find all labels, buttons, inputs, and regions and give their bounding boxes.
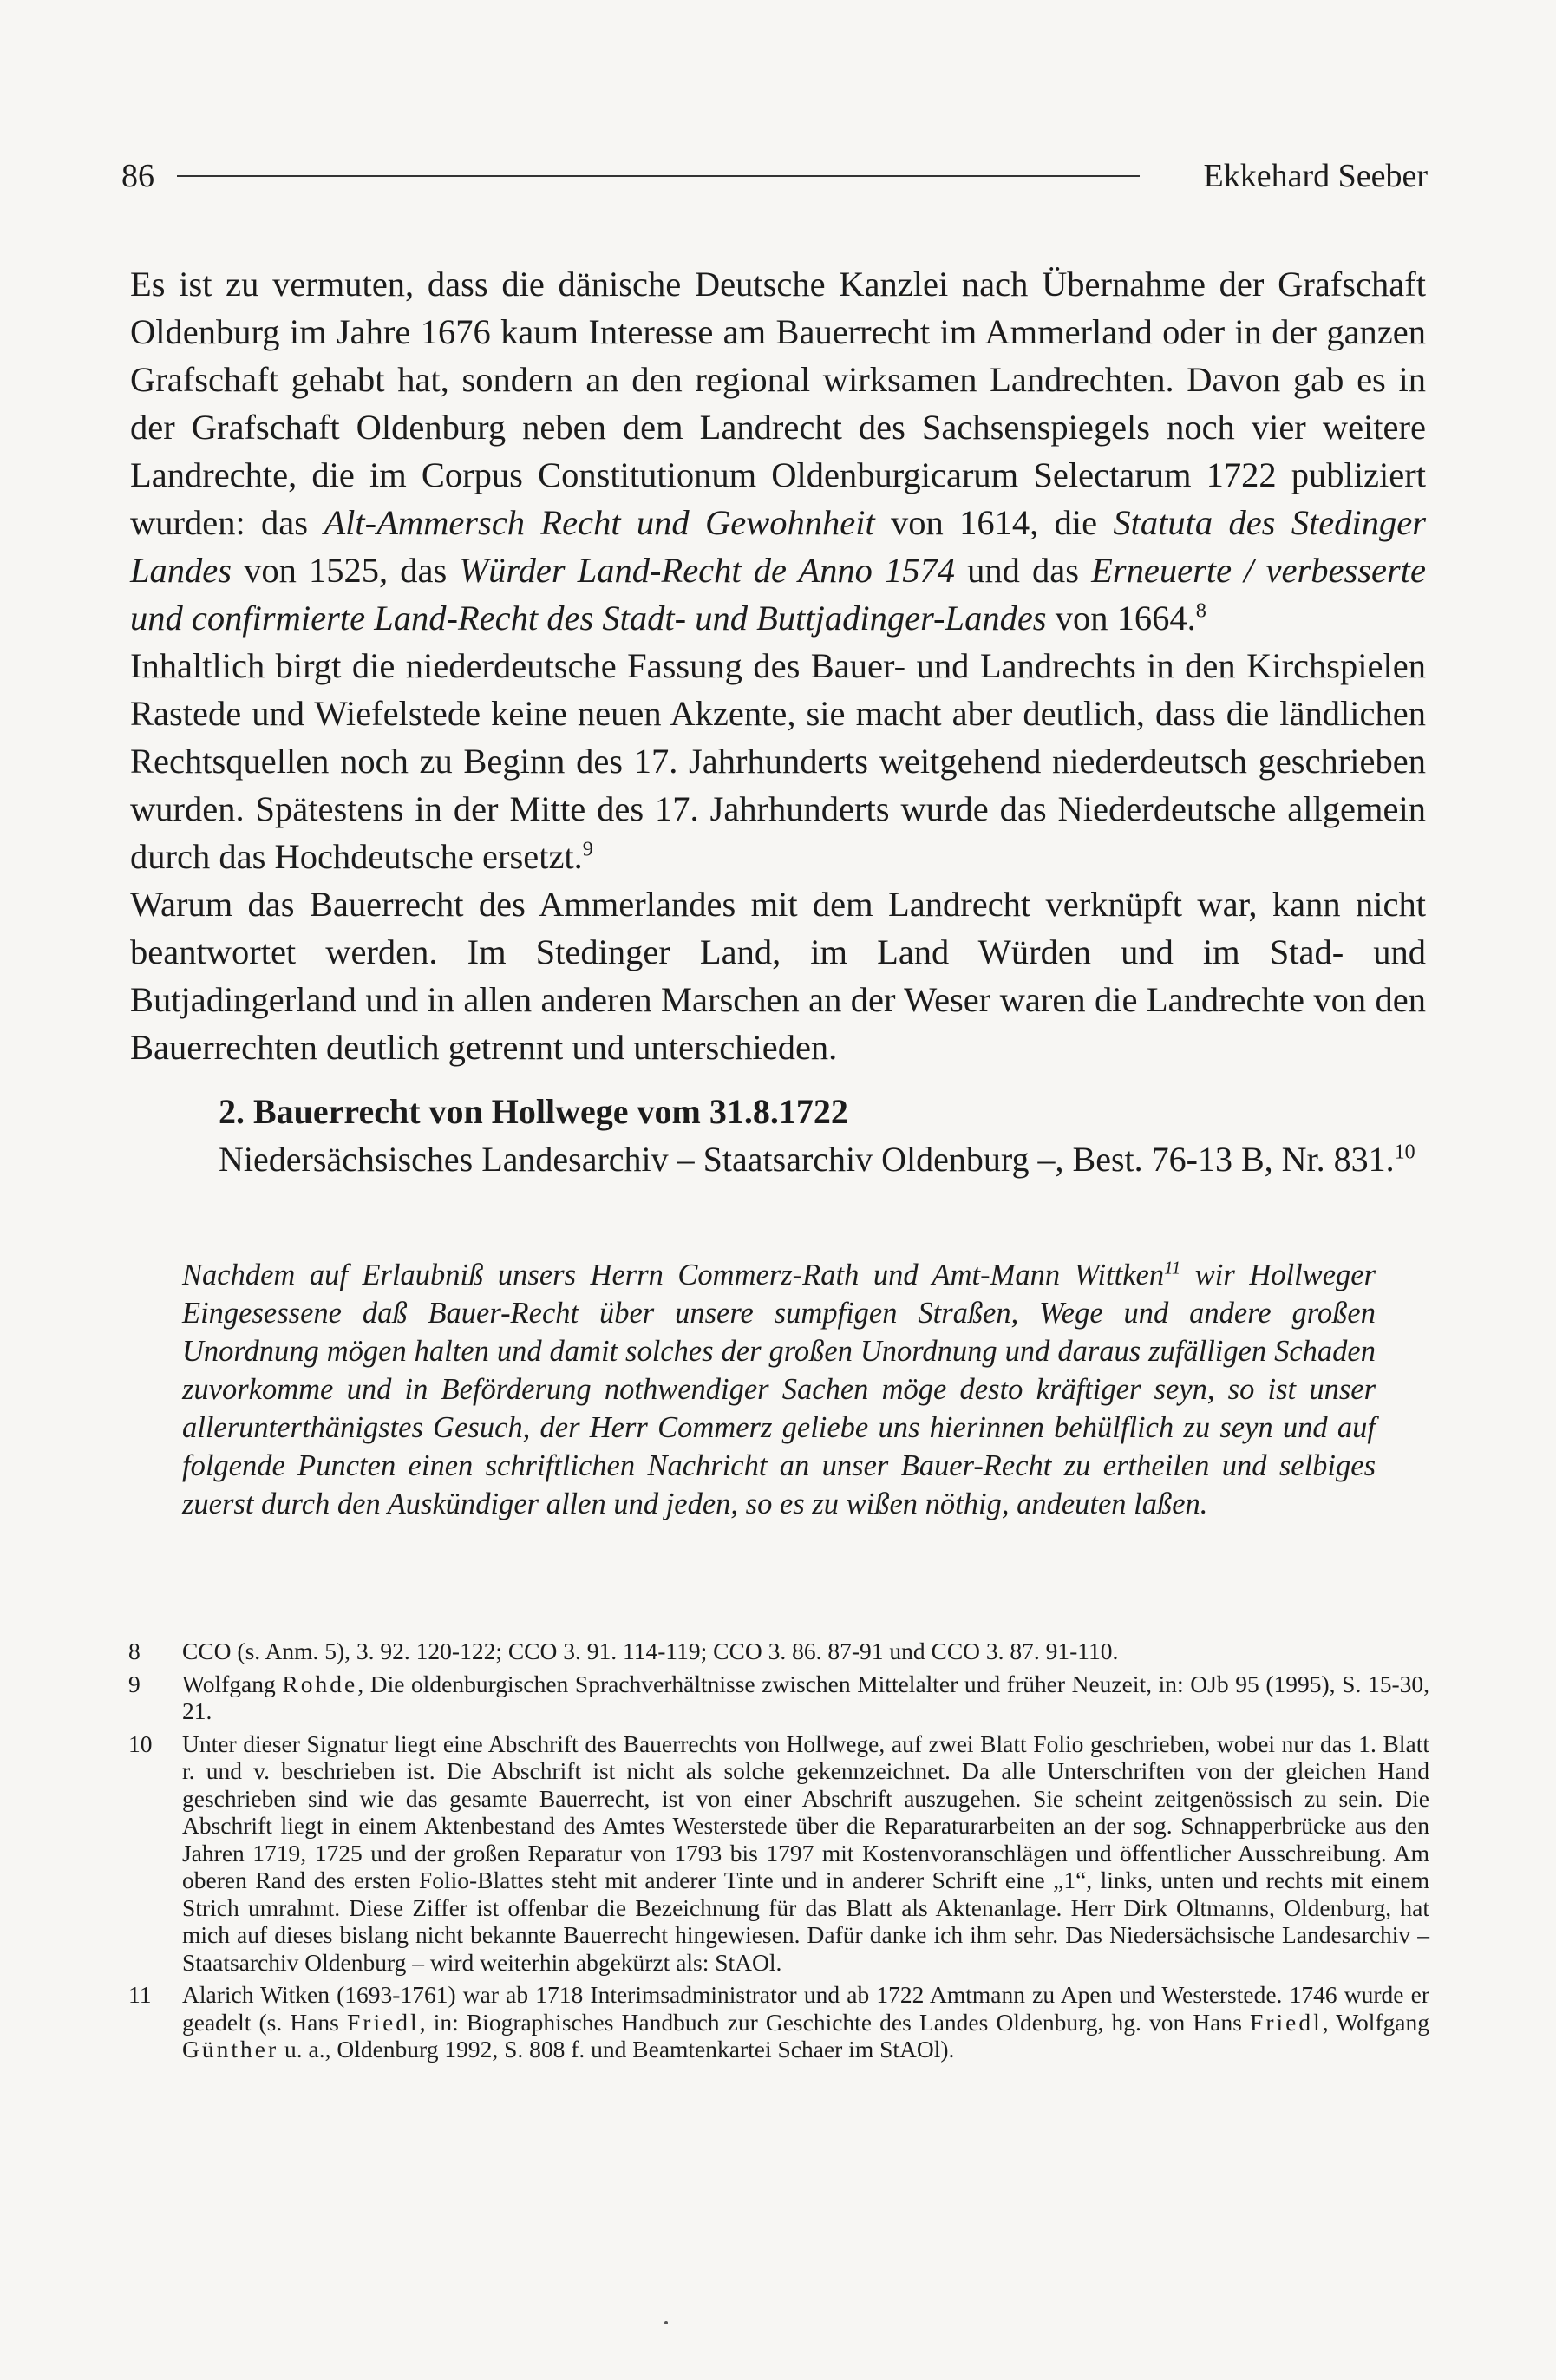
paragraph-niederdeutsch: Inhaltlich birgt die niederdeutsche Fassung des Bauer- und Landrechts in den Kirchspielen Rastede und Wiefelstede keine neuen Akzente, sie macht aber deutlich, dass die ländlichen Rechtsquellen noch zu Beginn des 17. Jahrhunderts weitgehend niederdeutsch geschrieben wurden. Spätestens in der Mitte des 17. Jahrhunderts wurde das Niederdeutsche allgemein durch das Hochdeutsche ersetzt.$^9$ xyxy=(130,646,1426,876)
footnote-text: Wolfgang Rohde, Die oldenburgischen Sprachverhältnisse zwischen Mittelalter und früher Neuzeit, in: OJb 95 (1995), S. 15-30, 21. xyxy=(182,1670,1429,1724)
section-source: Niedersächsisches Landesarchiv – Staatsarchiv Oldenburg –, Best. 76-13 B, Nr. 831.10 xyxy=(219,1140,1415,1179)
title-statuta-stedinger: Statuta des Stedinger Landes xyxy=(130,503,1426,590)
footnote-ref-10[interactable]: 10 xyxy=(1394,1141,1415,1164)
scan-speck xyxy=(664,2321,668,2324)
author-name: Friedl xyxy=(347,2008,420,2036)
title-alt-ammersch: Alt-Ammersch Recht und Gewohnheit xyxy=(324,503,875,542)
footnote-11 xyxy=(128,1981,1429,2063)
paragraph-landrechte: Es ist zu vermuten, dass die dänische Deutsche Kanzlei nach Übernahme der Grafschaft Oldenburg im Jahre 1676 kaum Interesse am Bauerrecht im Ammerland oder in der ganzen Grafschaft gehabt hat, sondern an den regional wirksamen Landrechten. Davon gab es in der Grafschaft Oldenburg neben dem Landrecht des Sachsenspiegels noch vier weitere Landrechte, die im Corpus Constitutionum Oldenburgicarum Selectarum 1722 publiziert wurden: das Alt-Ammersch Recht und Gewohnheit von 1614, die Statuta des Stedinger Landes von 1525, das Würder Land-Recht de Anno 1574 und das Erneuerte / verbesserte und confirmierte Land-Recht des Stadt- und Buttjadinger-Landes von 1664.$^8$ xyxy=(130,265,1426,638)
author-name: Rohde xyxy=(282,1670,358,1697)
footnote-number: 11 xyxy=(128,1981,152,2008)
footnote-ref-8[interactable]: 8 xyxy=(1195,598,1206,623)
footnote-text: Unter dieser Signatur liegt eine Abschrift des Bauerrechts von Hollwege, auf zwei Blatt Folio geschrieben, wobei nur das 1. Blatt r. und v. beschrieben ist. Die Abschrift ist nicht als solche gekennzeichnet. Da alle Unterschriften von der gleichen Hand geschrieben sind wie das gesamte Bauerrecht, ist von einer Abschrift auszugehen. Sie scheint zeitgenössisch zu sein. Die Abschrift liegt in einem Aktenbestand des Amtes Westerstede über die Reparaturarbeiten an der sog. Schnapperbrücke aus den Jahren 1719, 1725 und der großen Reparatur von 1793 bis 1797 mit Kostenvoranschlägen und öffentlicher Ausschreibung. Am oberen Rand des ersten Folio-Blattes steht mit anderer Tinte und in anderer Schrift eine „1“, links, unten und rechts mit einem Strich umrahmt. Diese Ziffer ist offenbar die Bezeichnung für das Blatt als Aktenanlage. Herr Dirk Oltmanns, Oldenburg, hat mich auf dieses bislang nicht bekannte Bauerrecht hingewiesen. Dafür danke ich ihm sehr. Das Niedersächsische Landesarchiv – Staatsarchiv Oldenburg – wird weiterhin abgekürzt als: StAOl. xyxy=(182,1729,1429,1976)
author-name: Günther xyxy=(182,2036,279,2063)
title-erneuerte-land-recht: Erneuerte / verbesserte und confirmierte Land-Recht des Stadt- und Buttjadinger-Landes xyxy=(130,551,1426,638)
source-quote: Nachdem auf Erlaubniß unsers Herrn Commerz-Rath und Amt-Mann Wittken$^{11}$ wir Hollweger Eingesessene daß Bauer-Recht über unsere sumpfigen Straßen, Wege und andere großen Unordnung mögen halten und damit solches der großen Unordnung und daraus zufälligen Schaden zuvorkomme und in Beförderung nothwendiger Sachen möge desto kräftiger seyn, so ist unser allerunterthänigstes Gesuch, der Herr Commerz geliebe uns hierinnen behülflich zu seyn und auf folgende Puncten einen schriftlichen Nachricht an unser Bauer-Recht zu ertheilen und selbiges zuerst durch den Auskündiger allen und jeden, so es zu wißen nöthig, andeuten laßen. xyxy=(182,1259,1376,1520)
footnote-number: 9 xyxy=(128,1670,141,1697)
author-name: Friedl xyxy=(1250,2008,1323,2036)
footnote-9 xyxy=(128,1671,1429,1725)
footnote-text: CCO (s. Anm. 5), 3. 92. 120-122; CCO 3. 91. 114-119; CCO 3. 86. 87-91 und CCO 3. 87. 91-110. xyxy=(182,1638,1119,1664)
title-wuerder-land-recht: Würder Land-Recht de Anno 1574 xyxy=(459,551,956,590)
section-title: 2. Bauerrecht von Hollwege vom 31.8.1722 xyxy=(219,1092,848,1131)
footnote-ref-9[interactable]: 9 xyxy=(582,837,593,861)
section-heading-block xyxy=(219,1088,1426,1183)
footnote-number: 8 xyxy=(128,1638,141,1664)
running-header xyxy=(121,154,1428,198)
footnote-ref-11[interactable]: 11 xyxy=(1164,1259,1181,1278)
main-text xyxy=(130,260,1426,1071)
header-rule xyxy=(177,175,1140,177)
footnote-text: Alarich Witken (1693-1761) war ab 1718 Interimsadministrator und ab 1722 Amtmann zu Apen und Westerstede. 1746 wurde er geadelt (s. Hans Friedl, in: Biographisches Handbuch zur Geschichte des Landes Oldenburg, hg. von Hans Friedl, Wolfgang Günther u. a., Oldenburg 1992, S. 808 f. und Beamtenkartei Schaer im StAOl). xyxy=(182,1981,1429,2063)
footnotes xyxy=(128,1638,1429,2069)
footnote-10 xyxy=(128,1730,1429,1977)
running-head-author: Ekkehard Seeber xyxy=(1203,158,1428,194)
footnote-8 xyxy=(128,1638,1429,1665)
paragraph-bauerrecht-landrecht: Warum das Bauerrecht des Ammerlandes mit dem Landrecht verknüpft war, kann nicht beantwortet werden. Im Stedinger Land, im Land Würden und im Stad- und Butjadingerland und in allen anderen Marschen an der Weser waren die Landrechte von den Bauerrechten deutlich getrennt und unterschieden. xyxy=(130,885,1426,1067)
page-number: 86 xyxy=(121,158,154,194)
footnote-number: 10 xyxy=(128,1729,153,1757)
